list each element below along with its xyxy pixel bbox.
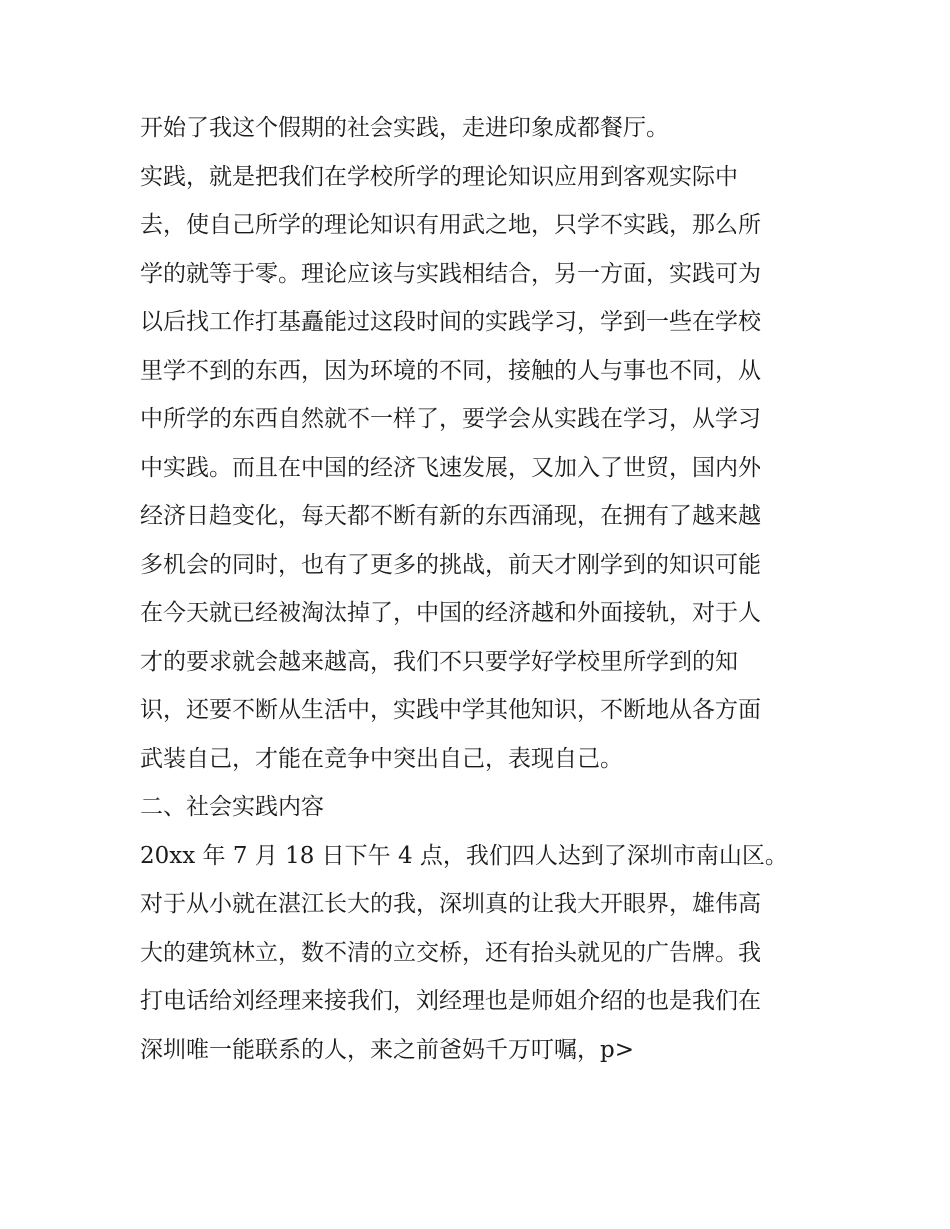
text-line: 20xx 年 7 月 18 日下午 4 点，我们四人达到了深圳市南山区。 [140,842,788,869]
text-line: 去，使自己所学的理论知识有用武之地，只学不实践，那么所 [140,212,761,238]
text-line: 打电话给刘经理来接我们，刘经理也是师姐介绍的也是我们在 [140,988,761,1014]
text-line: 识，还要不断从生活中，实践中学其他知识，不断地从各方面 [140,697,761,723]
text-line: 学的就等于零。理论应该与实践相结合，另一方面，实践可为 [140,260,761,287]
section-heading: 二、社会实践内容 [140,794,324,820]
text-line: 才的要求就会越来越高，我们不只要学好学校里所学到的知 [140,648,738,675]
text-line: 对于从小就在湛江长大的我，深圳真的让我大开眼界，雄伟高 [140,891,761,917]
text-line: 里学不到的东西，因为环境的不同，接触的人与事也不同，从 [140,357,761,384]
text-line: 中所学的东西自然就不一样了，要学会从实践在学习，从学习 [140,406,761,432]
text-line: 以后找工作打基矗能过这段时间的实践学习，学到一些在学校 [140,309,761,335]
text-line: 在今天就已经被淘汰掉了，中国的经济越和外面接轨，对于人 [140,600,761,626]
text-line: 深圳唯一能联系的人，来之前爸妈千万叮嘱，p> [140,1036,634,1063]
text-line: 实践，就是把我们在学校所学的理论知识应用到客观实际中 [140,163,738,190]
text-line: 大的建筑林立，数不清的立交桥，还有抬头就见的广告牌。我 [140,939,761,966]
text-line: 武装自己，才能在竞争中突出自己，表现自己。 [140,745,623,772]
document-body [140,104,820,1074]
text-line: 中实践。而且在中国的经济飞速发展，又加入了世贸，国内外 [140,454,761,481]
text-line: 多机会的同时，也有了更多的挑战，前天才刚学到的知识可能 [140,551,761,578]
text-line: 经济日趋变化，每天都不断有新的东西涌现，在拥有了越来越 [140,503,761,529]
text-line: 开始了我这个假期的社会实践，走进印象成都餐厅。 [140,115,669,141]
